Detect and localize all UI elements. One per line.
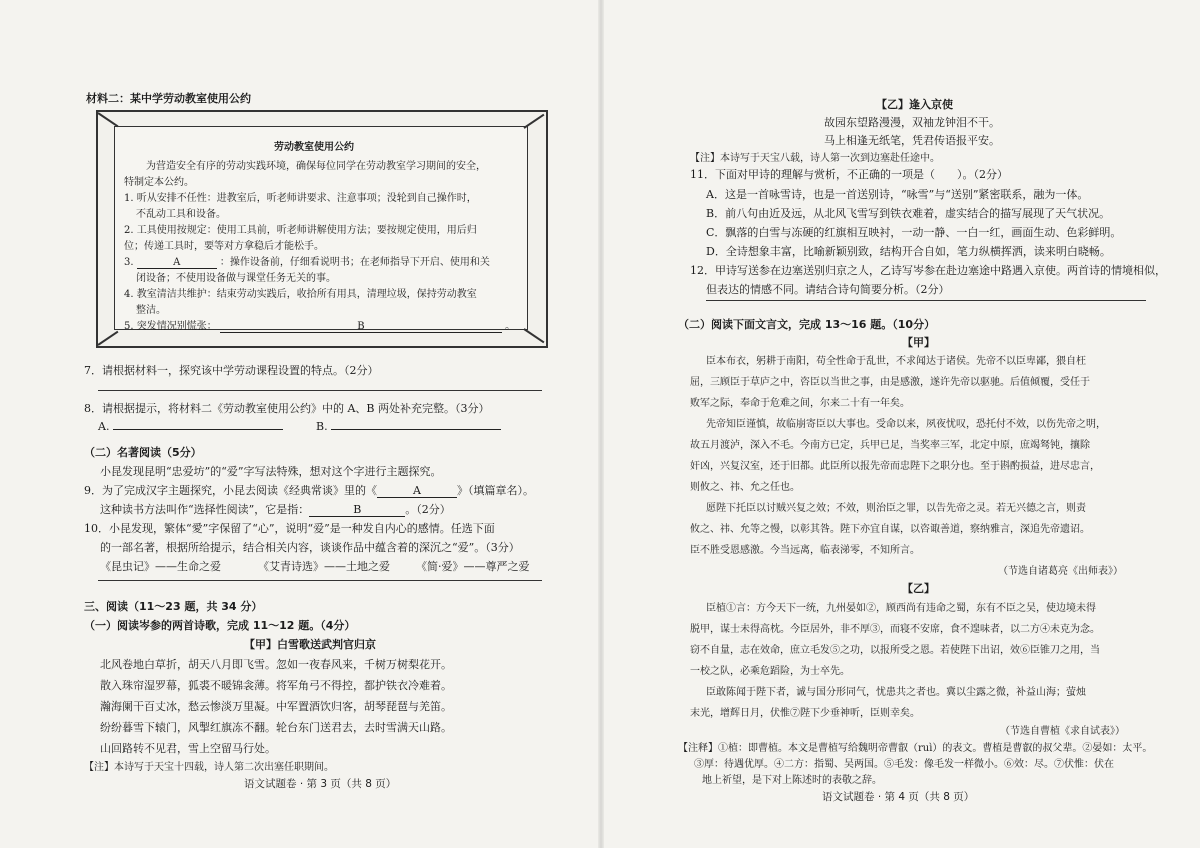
blank-b[interactable]: B [220, 321, 502, 333]
answer-line[interactable] [98, 390, 542, 391]
classical-line: 先帝知臣谨慎，故临崩寄臣以大事也。受命以来，夙夜忧叹，恐托付不效，以伤先帝之明， [706, 419, 1106, 430]
blank-a[interactable]: A [137, 257, 217, 269]
rule-4: 整洁。 [136, 305, 166, 316]
section-b-title: （二）阅读下面文言文，完成 13～16 题。（10分） [678, 318, 936, 331]
question-8: 8．请根据提示，将材料二《劳动教室使用公约》中的 A、B 两处补充完整。（3分） [84, 402, 490, 415]
classical-line: 屈，三顾臣于草庐之中，咨臣以当世之事，由是感激，遂许先帝以驱驰。后值倾覆，受任于 [690, 377, 1090, 388]
rule-1: 不乱动工具和设备。 [136, 209, 226, 220]
answer-line[interactable] [98, 580, 542, 581]
classical-line: 攸之、祎、允等之慢，以彰其咎。陛下亦宜自谋，以咨诹善道，察纳雅言，深追先帝遗诏。 [690, 524, 1090, 535]
poem-line: 马上相逢无纸笔，凭君传语报平安。 [824, 134, 1000, 147]
poem-line: 北风卷地白草折，胡天八月即飞雪。忽如一夜春风来，千树万树梨花开。 [100, 658, 452, 671]
book-option: 《昆虫记》——生命之爱 [100, 560, 221, 573]
poem-b-note: 【注】本诗写于天宝八载，诗人第一次到边塞赴任途中。 [690, 153, 940, 164]
rule-2: 2. 工具使用按规定：使用工具前，听老师讲解使用方法；要按规定使用，用后归 [124, 225, 477, 236]
material2-title: 材料二：某中学劳动教室使用公约 [86, 92, 251, 105]
section-3-title: 三、阅读（11～23 题，共 34 分） [84, 600, 263, 613]
left-page [78, 0, 573, 848]
option-c[interactable]: C．飘落的白雪与冻硬的红旗相互映衬，一动一静、一白一红，画面生动、色彩鲜明。 [706, 226, 1122, 239]
poem-a-note: 【注】本诗写于天宝十四载，诗人第二次出塞任职期间。 [84, 762, 334, 773]
question-12: 但表达的情感不同。请结合诗句简要分析。（2分） [706, 283, 950, 296]
classical-line: 故五月渡泸，深入不毛。今南方已定，兵甲已足，当奖率三军，北定中原，庶竭驽钝，攘除 [690, 440, 1090, 451]
q8-a-label: A. [98, 420, 110, 433]
question-10: 10．小昆发现，繁体“愛”字保留了“心”，说明“爱”是一种发自内心的感情。任选下面 [84, 522, 495, 535]
q9-blank-b[interactable]: B [309, 503, 405, 517]
q8-b-label: B. [316, 420, 328, 433]
rule-3 [124, 253, 490, 269]
rule-5 [124, 317, 515, 333]
page-footer: 语文试题卷 · 第 3 页（共 8 页） [244, 778, 397, 790]
classical-line: 臣敢陈闻于陛下者，诚与国分形同气，忧患共之者也。冀以尘露之微，补益山海；萤烛 [706, 687, 1086, 698]
rule-5-end: 。 [505, 321, 516, 332]
question-10: 的一部名著，根据所给提示，结合相关内容，谈谈作品中蕴含着的深沉之“爱”。（3分） [100, 541, 520, 554]
answer-line[interactable] [706, 300, 1146, 301]
classical-line: 臣不胜受恩感激。今当远离，临表涕零，不知所言。 [690, 545, 920, 556]
convention-intro: 特制定本公约。 [124, 177, 194, 188]
q9-text: 这种读书方法叫作“选择性阅读”，它是指： [100, 503, 310, 516]
classical-line: 奸凶，兴复汉室，还于旧都。此臣所以报先帝而忠陛下之职分也。至于斟酌损益，进尽忠言， [690, 461, 1100, 472]
q9-text: 。（2分） [405, 503, 451, 516]
right-page [678, 0, 1166, 848]
option-b[interactable]: B．前八句由近及远，从北风飞雪写到铁衣难着，虚实结合的描写展现了天气状况。 [706, 207, 1111, 220]
question-9 [84, 482, 534, 498]
jia-source: （节选自诸葛亮《出师表》） [998, 566, 1123, 577]
rule-2: 位；传递工具时，要等对方拿稳后才能松手。 [124, 241, 324, 252]
q8-answer-a [98, 420, 283, 433]
poem-line: 山回路转不见君，雪上空留马行处。 [100, 742, 276, 755]
classical-line: 窃不自量，志在效命，庶立毛发⑤之功，以报所受之恩。若使陛下出诏，效⑥臣锥刀之用，当 [690, 645, 1100, 656]
section-2-title: （二）名著阅读（5分） [84, 446, 202, 459]
page-footer: 语文试题卷 · 第 4 页（共 8 页） [822, 791, 975, 803]
poem-a-title: 【甲】白雪歌送武判官归京 [244, 638, 376, 651]
section-2-intro: 小昆发现昆明“忠爱坊”的“爱”字写法特殊，想对这个字进行主题探究。 [100, 465, 442, 478]
poem-line: 瀚海阑干百丈冰，愁云惨淡万里凝。中军置酒饮归客，胡琴琵琶与羌笛。 [100, 700, 452, 713]
classical-line: 一校之队，必乘危蹈险，为士卒先。 [690, 666, 850, 677]
q9-text: 》（填篇章名）。 [457, 484, 534, 497]
annotation: 【注释】①植：即曹植。本文是曹植写给魏明帝曹叡（ruì）的表文。曹植是曹叡的叔父辈。②晏如：太平。 [678, 743, 1153, 754]
poem-line: 纷纷暮雪下辕门，风掣红旗冻不翻。轮台东门送君去，去时雪满天山路。 [100, 721, 452, 734]
poem-b-title: 【乙】逢入京使 [876, 98, 953, 111]
annotation: 地上祈望，是下对上陈述时的表敬之辞。 [702, 775, 882, 786]
classical-line: 臣植①言：方今天下一统，九州晏如②，顾西尚有违命之蜀，东有不臣之吴，使边境未得 [706, 603, 1096, 614]
book-option: 《艾青诗选》——土地之爱 [258, 560, 390, 573]
convention-intro: 为营造安全有序的劳动实践环境，确保每位同学在劳动教室学习期间的安全， [146, 161, 486, 172]
q8-b-blank[interactable] [331, 429, 501, 430]
convention-title: 劳动教室使用公约 [274, 142, 354, 153]
classical-line: 愿陛下托臣以讨贼兴复之效；不效，则治臣之罪，以告先帝之灵。若无兴德之言，则责 [706, 503, 1086, 514]
rule-3-num: 3. [124, 257, 134, 268]
option-d[interactable]: D．全诗想象丰富，比喻新颖别致，结构开合自如，笔力纵横挥洒，读来明白晓畅。 [706, 245, 1111, 258]
rule-5-label: 5. 突发情况别慌张： [124, 321, 217, 332]
poem-line: 散入珠帘湿罗幕，狐裘不暖锦衾薄。将军角弓不得控，都护铁衣冷难着。 [100, 679, 452, 692]
classical-line: 则攸之、祎、允之任也。 [690, 482, 800, 493]
yi-label: 【乙】 [902, 582, 935, 595]
classical-line: 末光，增辉日月，伏惟⑦陛下少垂神听，臣则幸矣。 [690, 708, 920, 719]
jia-label: 【甲】 [902, 336, 935, 349]
question-12: 12．甲诗写送参在边塞送别归京之人，乙诗写岑参在赴边塞途中路遇入京使。两首诗的情境相似， [690, 264, 1166, 277]
q9-text: 9．为了完成汉字主题探究，小昆去阅读《经典常谈》里的《 [84, 484, 377, 497]
rule-1: 1. 听从安排不任性：进教室后，听老师讲要求、注意事项；没轮到自己操作时， [124, 193, 477, 204]
question-7: 7．请根据材料一，探究该中学劳动课程设置的特点。（2分） [84, 364, 379, 377]
rule-4: 4. 教室清洁共维护：结束劳动实践后，收拾所有用具，清理垃圾，保持劳动教室 [124, 289, 477, 300]
q8-a-blank[interactable] [113, 429, 283, 430]
book-option: 《简·爱》——尊严之爱 [416, 560, 530, 573]
yi-source: （节选自曹植《求自试表》） [1000, 726, 1125, 737]
question-9 [100, 501, 451, 517]
q9-blank-a[interactable]: A [377, 484, 457, 498]
q8-answer-b [316, 420, 501, 433]
page-fold [598, 0, 604, 848]
classical-line: 臣本布衣，躬耕于南阳，苟全性命于乱世，不求闻达于诸侯。先帝不以臣卑鄙，猥自枉 [706, 356, 1086, 367]
rule-3-text: ：操作设备前，仔细看说明书；在老师指导下开启、使用和关 [219, 257, 490, 268]
rule-3: 闭设备；不使用设备做与课堂任务无关的事。 [136, 273, 336, 284]
classical-line: 脱甲，谋士未得高枕。今臣居外，非不厚③，而寝不安席，食不遑味者，以二方④未克为念。 [690, 624, 1100, 635]
poem-line: 故园东望路漫漫，双袖龙钟泪不干。 [824, 116, 1000, 129]
annotation: ③厚：待遇优厚。④二方：指蜀、吴两国。⑤毛发：像毛发一样微小。⑥效：尽。⑦伏惟：伏在 [694, 759, 1114, 770]
option-a[interactable]: A．这是一首咏雪诗，也是一首送别诗，“咏雪”与“送别”紧密联系，融为一体。 [706, 188, 1089, 201]
section-3-sub: （一）阅读岑参的两首诗歌，完成 11～12 题。（4分） [84, 619, 356, 632]
classical-line: 败军之际，奉命于危难之间，尔来二十有一年矣。 [690, 398, 910, 409]
question-11: 11．下面对甲诗的理解与赏析，不正确的一项是（ ）。（2分） [690, 168, 1008, 181]
